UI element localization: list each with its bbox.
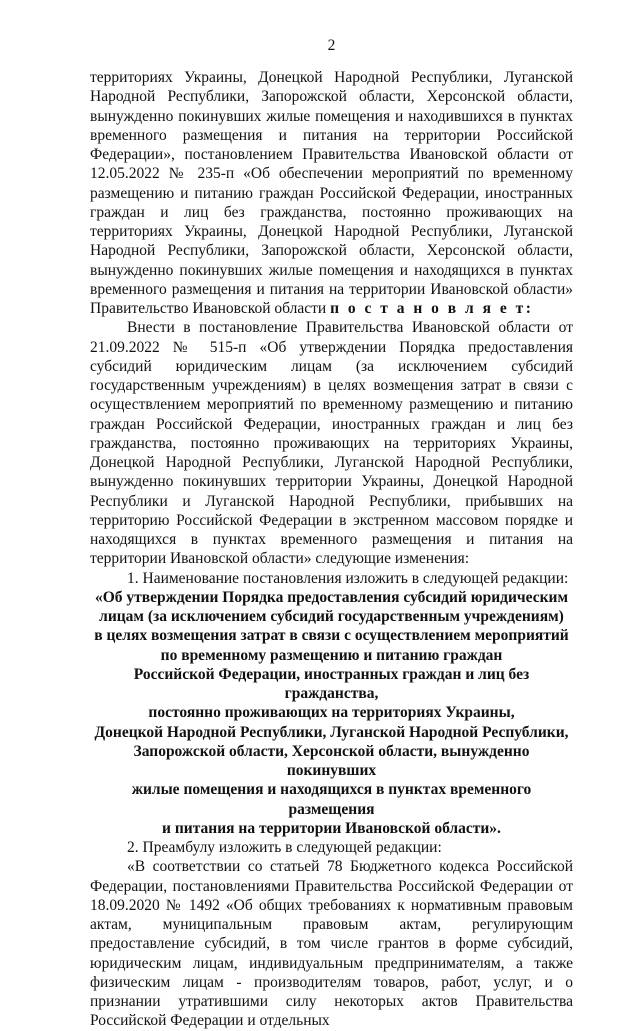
item-2: 2. Преамбулу изложить в следующей редакции: [127, 839, 442, 856]
title-line: и питания на территории Ивановской области». [162, 819, 501, 837]
paragraph-amend: Внести в постановление Правительства Ивановской области от 21.09.2022 № 515-п «Об утверждении Порядка предоставления субсидий юридическим лицам (за исключением субсидий государственным учреждениям) в целях возмещения затрат в связи с осуществлением мероприятий по временному размещению и питанию граждан Российской Федерации, иностранных граждан и лиц без гражданства, постоянно проживающих на территориях Украины, Донецкой Народной Республики, Луганской Народной Республики, вынужденно покинувших территории Украины, Донецкой Народной Республики и Луганской Народной Республики, прибывших на территорию Российской Федерации в экстренном массовом порядке и находящихся в пунктах временного размещения и питания на территории Ивановской области» следующие изменения: [90, 319, 573, 568]
new-title [90, 588, 573, 838]
paragraph-continuation-text: территориях Украины, Донецкой Народной Республики, Луганской Народной Республики, Запорожской области, Херсонской области, вынужденно покинувших жилые помещения и находившихся в пунктах временного размещения и питания на территории Российской Федерации», постановлением Правительства Ивановской области от 12.05.2022 № 235-п «Об обеспечении мероприятий по временному размещению и питанию граждан Российской Федерации, иностранных граждан и лиц без гражданства, постоянно проживающих на территориях Украины, Донецкой Народной Республики, Луганской Народной Республики, Запорожской области, Херсонской области, вынужденно покинувших жилые помещения и находящихся в пунктах временного размещения и питания на территории Ивановской области» Правительство Ивановской области [90, 69, 573, 317]
title-line: Запорожской области, Херсонской области, вынужденно покинувших [133, 742, 530, 779]
title-line: Российской Федерации, иностранных граждан и лиц без гражданства, [133, 665, 530, 702]
item-1: 1. Наименование постановления изложить в следующей редакции: [127, 569, 569, 587]
resolve-word: п о с т а н о в л я е т: [330, 300, 534, 317]
paragraph-preamble: «В соответствии со статьей 78 Бюджетного кодекса Российской Федерации, постановлениями Правительства Российской Федерации от 18.09.2020 № 1492 «Об общих требованиях к нормативным правовым актам, муниципальным правовым актам, регулирующим предоставление субсидий, в том числе грантов в форме субсидий, юридическим лицам, индивидуальным предпринимателям, а также физическим лицам - производителям товаров, работ, услуг, и о признании утратившими силу некоторых актов Правительства Российской Федерации и отдельных [90, 858, 573, 1030]
title-line: по временному размещению и питанию граждан [160, 646, 503, 664]
document-page [90, 36, 573, 1031]
title-line: Донецкой Народной Республики, Луганской Народной Республики, [94, 723, 569, 741]
title-line: жилые помещения и находящихся в пунктах временного размещения [131, 781, 532, 818]
page-number: 2 [327, 37, 336, 54]
title-line: постоянно проживающих на территориях Украины, [148, 704, 515, 722]
title-line: лицам (за исключением субсидий государственным учреждениям) [99, 608, 564, 625]
title-line: «Об утверждении Порядка предоставления субсидий юридическим [94, 588, 568, 606]
paragraph-continuation [90, 68, 573, 318]
title-line: в целях возмещения затрат в связи с осуществлением мероприятий [94, 627, 569, 645]
